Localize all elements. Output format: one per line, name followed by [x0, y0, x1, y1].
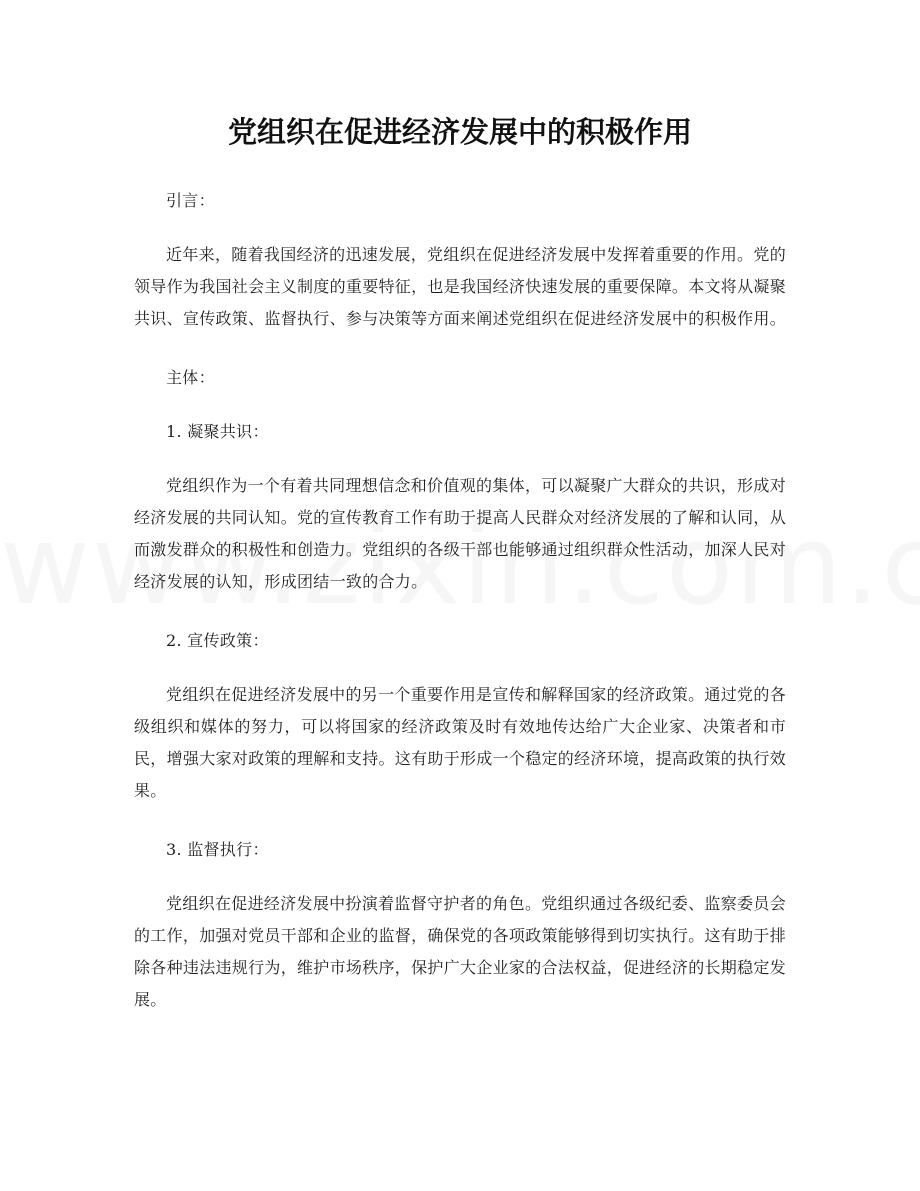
section-heading-supervision: 3. 监督执行： — [166, 840, 269, 859]
document-body — [134, 185, 786, 1043]
intro-paragraph: 近年来，随着我国经济的迅速发展，党组织在促进经济发展中发挥着重要的作用。党的领导作为我国社会主义制度的重要特征，也是我国经济快速发展的重要保障。本文将从凝聚共识、宣传政策、监督执行、参与决策等方面来阐述党组织在促进经济发展中的积极作用。 — [134, 245, 787, 328]
section-heading-policy: 2. 宣传政策： — [166, 631, 269, 650]
section-paragraph-consensus: 党组织作为一个有着共同理想信念和价值观的集体，可以凝聚广大群众的共识，形成对经济发展的共同认知。党的宣传教育工作有助于提高人民群众对经济发展的了解和认同，从而激发群众的积极性和创造力。党组织的各级干部也能够通过组织群众性活动，加深人民对经济发展的认知，形成团结一致的合力。 — [134, 476, 787, 591]
section-heading-consensus: 1. 凝聚共识： — [166, 422, 269, 441]
intro-label: 引言： — [166, 191, 215, 210]
main-body-label: 主体： — [166, 368, 215, 387]
document-title: 党组织在促进经济发展中的积极作用 — [227, 115, 692, 149]
section-paragraph-supervision: 党组织在促进经济发展中扮演着监督守护者的角色。党组织通过各级纪委、监察委员会的工作，加强对党员干部和企业的监督，确保党的各项政策能够得到切实执行。这有助于排除各种违法违规行为，维护市场秩序，保护广大企业家的合法权益，促进经济的长期稳定发展。 — [134, 894, 787, 1009]
section-paragraph-policy: 党组织在促进经济发展中的另一个重要作用是宣传和解释国家的经济政策。通过党的各级组织和媒体的努力，可以将国家的经济政策及时有效地传达给广大企业家、决策者和市民，增强大家对政策的理解和支持。这有助于形成一个稳定的经济环境，提高政策的执行效果。 — [134, 685, 787, 800]
